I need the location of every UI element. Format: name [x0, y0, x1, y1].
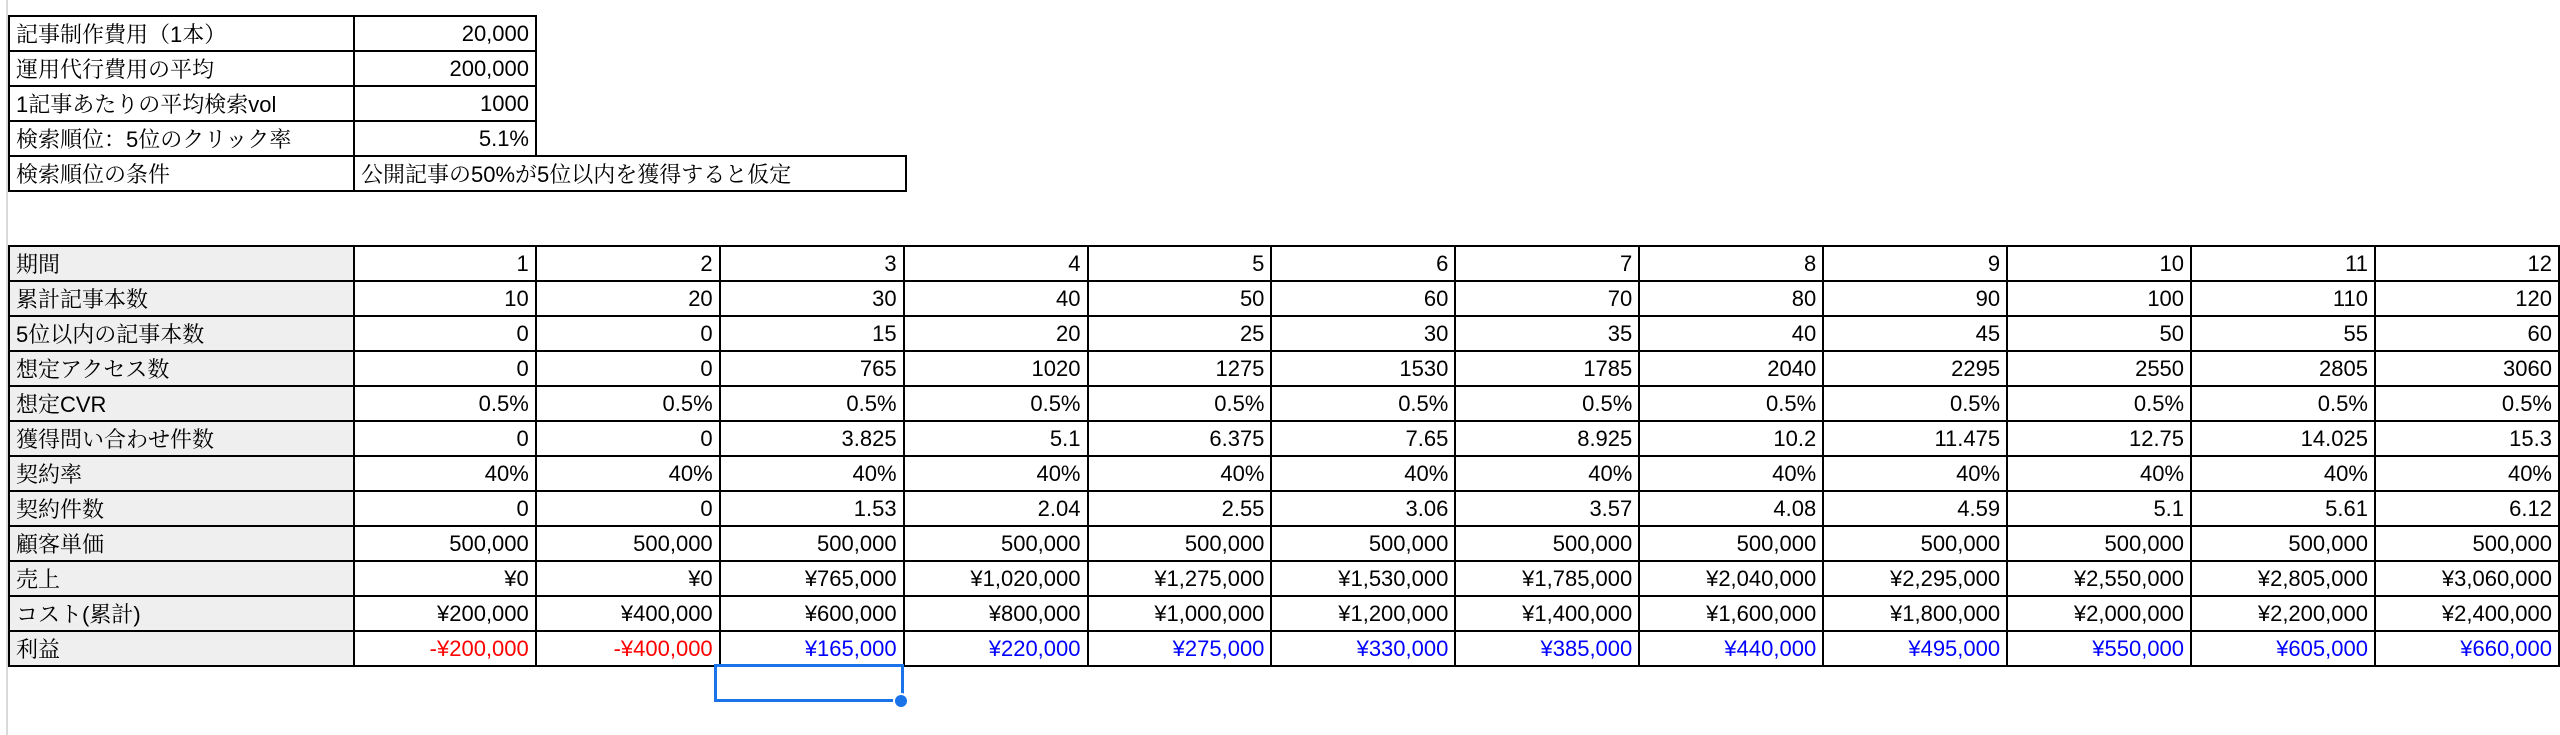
table-cell[interactable]: ¥2,400,000: [2375, 596, 2559, 631]
table-cell[interactable]: 500,000: [1455, 526, 1639, 561]
param-value-cell[interactable]: 5.1%: [354, 121, 536, 156]
table-cell[interactable]: 15.3: [2375, 421, 2559, 456]
table-cell[interactable]: 1: [354, 246, 536, 281]
param-value-cell[interactable]: 1000: [354, 86, 536, 121]
table-row: [9, 421, 2559, 456]
table-cell[interactable]: 20: [536, 281, 720, 316]
table-cell[interactable]: 0.5%: [2007, 386, 2191, 421]
table-cell[interactable]: 0.5%: [2191, 386, 2375, 421]
table-cell[interactable]: ¥1,530,000: [1271, 561, 1455, 596]
table-cell[interactable]: 2550: [2007, 351, 2191, 386]
table-cell[interactable]: 60: [2375, 316, 2559, 351]
param-label-cell[interactable]: 記事制作費用（1本）: [9, 16, 354, 51]
param-row: [9, 86, 906, 121]
table-cell[interactable]: 1530: [1271, 351, 1455, 386]
table-row: [9, 491, 2559, 526]
table-cell[interactable]: 40%: [1271, 456, 1455, 491]
table-cell[interactable]: 0: [354, 491, 536, 526]
table-cell[interactable]: 0.5%: [1088, 386, 1272, 421]
table-cell[interactable]: 0: [536, 491, 720, 526]
table-cell[interactable]: ¥2,295,000: [1823, 561, 2007, 596]
fill-handle[interactable]: [893, 693, 909, 709]
table-cell[interactable]: 500,000: [536, 526, 720, 561]
table-cell[interactable]: 500,000: [1271, 526, 1455, 561]
table-cell[interactable]: ¥330,000: [1271, 631, 1455, 666]
table-cell[interactable]: 50: [1088, 281, 1272, 316]
table-cell[interactable]: 500,000: [720, 526, 904, 561]
table-cell[interactable]: 40%: [1455, 456, 1639, 491]
table-cell[interactable]: ¥2,040,000: [1639, 561, 1823, 596]
table-cell[interactable]: 500,000: [354, 526, 536, 561]
table-row: [9, 316, 2559, 351]
param-value-cell[interactable]: 200,000: [354, 51, 536, 86]
table-cell[interactable]: 30: [720, 281, 904, 316]
param-value-cell[interactable]: 20,000: [354, 16, 536, 51]
param-value-cell[interactable]: 公開記事の50%が5位以内を獲得すると仮定: [354, 156, 906, 191]
table-cell[interactable]: 15: [720, 316, 904, 351]
table-cell[interactable]: 40%: [2191, 456, 2375, 491]
table-cell[interactable]: 40%: [354, 456, 536, 491]
table-cell[interactable]: 0.5%: [1823, 386, 2007, 421]
table-cell[interactable]: 5.1: [2007, 491, 2191, 526]
table-cell[interactable]: 4.08: [1639, 491, 1823, 526]
table-cell[interactable]: 6: [1271, 246, 1455, 281]
table-row: [9, 246, 2559, 281]
table-row: [9, 631, 2559, 666]
row-label-cell[interactable]: 5位以内の記事本数: [9, 316, 354, 351]
table-cell[interactable]: 10.2: [1639, 421, 1823, 456]
table-cell[interactable]: ¥3,060,000: [2375, 561, 2559, 596]
table-cell[interactable]: ¥1,000,000: [1088, 596, 1272, 631]
table-cell[interactable]: 500,000: [904, 526, 1088, 561]
table-cell[interactable]: 0: [354, 316, 536, 351]
table-cell[interactable]: ¥0: [536, 561, 720, 596]
row-label-cell[interactable]: コスト(累計): [9, 596, 354, 631]
table-cell[interactable]: ¥0: [354, 561, 536, 596]
table-cell[interactable]: ¥765,000: [720, 561, 904, 596]
row-label-cell[interactable]: 累計記事本数: [9, 281, 354, 316]
table-cell[interactable]: 40%: [2375, 456, 2559, 491]
table-cell[interactable]: ¥1,275,000: [1088, 561, 1272, 596]
table-row: [9, 596, 2559, 631]
table-cell[interactable]: 11: [2191, 246, 2375, 281]
table-cell[interactable]: 5.1: [904, 421, 1088, 456]
table-cell[interactable]: ¥2,550,000: [2007, 561, 2191, 596]
table-cell[interactable]: ¥495,000: [1823, 631, 2007, 666]
row-label-cell[interactable]: 想定CVR: [9, 386, 354, 421]
table-cell[interactable]: 0: [354, 351, 536, 386]
table-cell[interactable]: 4.59: [1823, 491, 2007, 526]
table-cell[interactable]: 90: [1823, 281, 2007, 316]
table-cell[interactable]: 50: [2007, 316, 2191, 351]
table-cell[interactable]: ¥2,200,000: [2191, 596, 2375, 631]
table-cell[interactable]: ¥200,000: [354, 596, 536, 631]
table-cell[interactable]: 20: [904, 316, 1088, 351]
row-label-cell[interactable]: 利益: [9, 631, 354, 666]
table-cell[interactable]: 3: [720, 246, 904, 281]
table-cell[interactable]: 5.61: [2191, 491, 2375, 526]
table-cell[interactable]: 2.55: [1088, 491, 1272, 526]
table-cell[interactable]: ¥1,800,000: [1823, 596, 2007, 631]
table-cell[interactable]: 0.5%: [1271, 386, 1455, 421]
table-cell[interactable]: ¥1,200,000: [1271, 596, 1455, 631]
table-cell[interactable]: 55: [2191, 316, 2375, 351]
table-cell[interactable]: 0: [536, 421, 720, 456]
table-cell[interactable]: 60: [1271, 281, 1455, 316]
table-cell[interactable]: 8: [1639, 246, 1823, 281]
table-cell[interactable]: ¥600,000: [720, 596, 904, 631]
table-row: [9, 561, 2559, 596]
table-cell[interactable]: 0.5%: [536, 386, 720, 421]
table-cell[interactable]: ¥2,805,000: [2191, 561, 2375, 596]
param-row: [9, 16, 906, 51]
table-cell[interactable]: 3.825: [720, 421, 904, 456]
table-cell[interactable]: 7: [1455, 246, 1639, 281]
row-label-cell[interactable]: 期間: [9, 246, 354, 281]
param-row: [9, 121, 906, 156]
table-cell[interactable]: 0.5%: [1455, 386, 1639, 421]
table-cell[interactable]: 80: [1639, 281, 1823, 316]
table-cell[interactable]: 500,000: [1823, 526, 2007, 561]
table-cell[interactable]: 0.5%: [720, 386, 904, 421]
table-cell[interactable]: 765: [720, 351, 904, 386]
forecast-table: [8, 245, 2560, 667]
table-cell[interactable]: ¥400,000: [536, 596, 720, 631]
table-cell[interactable]: 500,000: [1639, 526, 1823, 561]
table-cell[interactable]: 40%: [1088, 456, 1272, 491]
table-cell[interactable]: 12: [2375, 246, 2559, 281]
table-cell[interactable]: 6.12: [2375, 491, 2559, 526]
row-label-cell[interactable]: 獲得問い合わせ件数: [9, 421, 354, 456]
table-cell[interactable]: 100: [2007, 281, 2191, 316]
table-cell[interactable]: 0: [354, 421, 536, 456]
table-cell[interactable]: ¥220,000: [904, 631, 1088, 666]
table-cell[interactable]: 120: [2375, 281, 2559, 316]
table-cell[interactable]: ¥1,020,000: [904, 561, 1088, 596]
table-cell[interactable]: -¥400,000: [536, 631, 720, 666]
table-cell[interactable]: 40%: [1823, 456, 2007, 491]
table-cell[interactable]: 0.5%: [2375, 386, 2559, 421]
table-cell[interactable]: 2.04: [904, 491, 1088, 526]
table-cell[interactable]: ¥1,600,000: [1639, 596, 1823, 631]
table-row: [9, 386, 2559, 421]
row-label-cell[interactable]: 想定アクセス数: [9, 351, 354, 386]
table-cell[interactable]: 11.475: [1823, 421, 2007, 456]
table-cell[interactable]: 4: [904, 246, 1088, 281]
table-cell[interactable]: 9: [1823, 246, 2007, 281]
table-row: [9, 351, 2559, 386]
table-cell[interactable]: 30: [1271, 316, 1455, 351]
table-cell[interactable]: 8.925: [1455, 421, 1639, 456]
table-cell[interactable]: 500,000: [2191, 526, 2375, 561]
param-label-cell[interactable]: 検索順位の条件: [9, 156, 354, 191]
table-cell[interactable]: ¥165,000: [720, 631, 904, 666]
table-cell[interactable]: 10: [2007, 246, 2191, 281]
row-label-cell[interactable]: 売上: [9, 561, 354, 596]
table-cell[interactable]: ¥1,785,000: [1455, 561, 1639, 596]
table-cell[interactable]: 45: [1823, 316, 2007, 351]
table-cell[interactable]: ¥385,000: [1455, 631, 1639, 666]
table-cell[interactable]: 7.65: [1271, 421, 1455, 456]
table-cell[interactable]: 35: [1455, 316, 1639, 351]
table-cell[interactable]: 0.5%: [1639, 386, 1823, 421]
param-label-cell[interactable]: 運用代行費用の平均: [9, 51, 354, 86]
table-cell[interactable]: 500,000: [2007, 526, 2191, 561]
param-row: [9, 51, 906, 86]
table-cell[interactable]: 70: [1455, 281, 1639, 316]
table-cell[interactable]: ¥660,000: [2375, 631, 2559, 666]
table-cell[interactable]: 0: [536, 351, 720, 386]
table-cell[interactable]: 0: [536, 316, 720, 351]
row-label-cell[interactable]: 顧客単価: [9, 526, 354, 561]
table-cell[interactable]: ¥550,000: [2007, 631, 2191, 666]
table-cell[interactable]: 110: [2191, 281, 2375, 316]
table-cell[interactable]: 2295: [1823, 351, 2007, 386]
table-cell[interactable]: 0.5%: [354, 386, 536, 421]
table-cell[interactable]: 0.5%: [904, 386, 1088, 421]
table-cell[interactable]: ¥2,000,000: [2007, 596, 2191, 631]
param-row: [9, 156, 906, 191]
table-cell[interactable]: 10: [354, 281, 536, 316]
table-cell[interactable]: 1.53: [720, 491, 904, 526]
table-cell[interactable]: 2: [536, 246, 720, 281]
table-row: [9, 281, 2559, 316]
table-cell[interactable]: 5: [1088, 246, 1272, 281]
table-cell[interactable]: 500,000: [1088, 526, 1272, 561]
table-cell[interactable]: 3.06: [1271, 491, 1455, 526]
row-label-cell[interactable]: 契約率: [9, 456, 354, 491]
table-cell[interactable]: 40%: [1639, 456, 1823, 491]
param-label-cell[interactable]: 検索順位：5位のクリック率: [9, 121, 354, 156]
table-cell[interactable]: 40%: [536, 456, 720, 491]
table-cell[interactable]: 2040: [1639, 351, 1823, 386]
table-cell[interactable]: 1785: [1455, 351, 1639, 386]
table-cell[interactable]: 12.75: [2007, 421, 2191, 456]
assumptions-table: [8, 15, 907, 192]
table-cell[interactable]: 1275: [1088, 351, 1272, 386]
table-cell[interactable]: 6.375: [1088, 421, 1272, 456]
table-cell[interactable]: 3.57: [1455, 491, 1639, 526]
table-cell[interactable]: 14.025: [2191, 421, 2375, 456]
table-cell[interactable]: 25: [1088, 316, 1272, 351]
table-row: [9, 526, 2559, 561]
table-row: [9, 456, 2559, 491]
table-cell[interactable]: ¥605,000: [2191, 631, 2375, 666]
table-cell[interactable]: 40: [1639, 316, 1823, 351]
table-cell[interactable]: ¥1,400,000: [1455, 596, 1639, 631]
table-cell[interactable]: ¥275,000: [1088, 631, 1272, 666]
table-cell[interactable]: ¥440,000: [1639, 631, 1823, 666]
table-cell[interactable]: 40%: [2007, 456, 2191, 491]
table-cell[interactable]: 40%: [904, 456, 1088, 491]
table-cell[interactable]: 1020: [904, 351, 1088, 386]
table-cell[interactable]: 3060: [2375, 351, 2559, 386]
row-label-cell[interactable]: 契約件数: [9, 491, 354, 526]
table-cell[interactable]: -¥200,000: [354, 631, 536, 666]
table-cell[interactable]: ¥800,000: [904, 596, 1088, 631]
table-cell[interactable]: 40%: [720, 456, 904, 491]
param-label-cell[interactable]: 1記事あたりの平均検索vol: [9, 86, 354, 121]
selected-cell-outline: [714, 664, 904, 702]
table-cell[interactable]: 500,000: [2375, 526, 2559, 561]
table-cell[interactable]: 2805: [2191, 351, 2375, 386]
table-cell[interactable]: 40: [904, 281, 1088, 316]
